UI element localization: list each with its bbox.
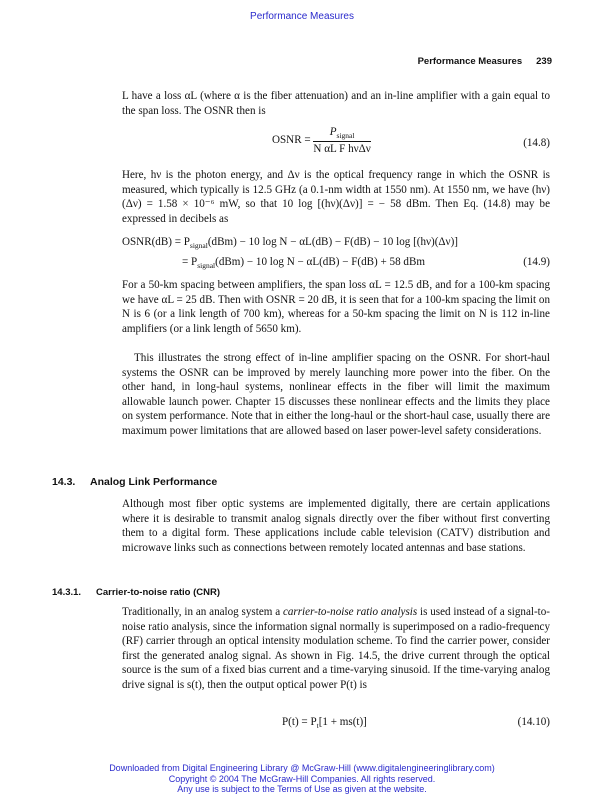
eq-14-10-sub: t	[316, 721, 319, 731]
eq-14-8-numerator-sub: signal	[336, 131, 355, 141]
eq-14-8-fraction	[313, 126, 370, 155]
eq-14-9-line-1-b: (dBm) − 10 log N − αL(dB) − F(dB) − 10 log [(hν)(Δν)]	[207, 236, 458, 248]
subsection-title: Carrier-to-noise ratio (CNR)	[96, 587, 221, 598]
paragraph-6-b: is used instead of a signal-to-noise ratio analysis, since the information signal normally is superimposed on a radio-frequency (RF) carrier through an optical intensity modulation scheme. To find the carrier power, consider first the generated analog signal. As shown in Fig. 14.5, the drive current through the optical source is the sum of a fixed bias current and a time-varying sinusoid. If the time-varying analog drive signal is s(t), then the output optical power P(t) is	[122, 606, 550, 691]
subsection-number: 14.3.1.	[52, 587, 82, 598]
paragraph-1-text: L have a loss αL (where α is the fiber attenuation) and an in-line amplifier with a gain equal to the span loss. The OSNR then is	[122, 90, 550, 117]
footer-line-2: Copyright © 2004 The McGraw-Hill Companies. All rights reserved.	[168, 773, 436, 784]
footer-line-3: Any use is subject to the Terms of Use as given at the website.	[177, 784, 427, 794]
equation-14-9-line-2	[182, 256, 425, 270]
paragraph-6-text	[122, 605, 550, 693]
footer	[0, 763, 604, 795]
eq-14-9-line-1-a: OSNR(dB) = P	[122, 236, 190, 248]
eq-14-8-lhs: OSNR =	[272, 134, 311, 147]
paragraph-3-text: For a 50-km spacing between amplifiers, the span loss αL = 12.5 dB, and for a 100-km spacing we have αL = 25 dB. Then with OSNR = 20 dB, it is seen that for a 100-km spacing the limit on N is 6 (or a link length of 700 km), whereas for a 50-km spacing the limit on N is 112 in-line amplifiers (or a link length of 5650 km).	[122, 279, 550, 335]
page-number: 239	[536, 56, 552, 67]
subsection-heading	[52, 587, 220, 598]
eq-14-9-number: (14.9)	[523, 256, 550, 268]
equation-14-8	[272, 126, 371, 155]
eq-14-8-denominator: N αL F hνΔν	[313, 143, 371, 156]
eq-14-9-line-1-sub: signal	[189, 241, 208, 251]
eq-14-10-lhs: P(t) = P	[282, 716, 317, 728]
paragraph-2	[122, 168, 550, 226]
running-head	[418, 56, 552, 67]
eq-14-8-number: (14.8)	[523, 137, 550, 149]
paragraph-1	[122, 89, 550, 118]
paragraph-4	[122, 351, 550, 439]
running-head-title: Performance Measures	[417, 56, 523, 67]
equation-14-9-line-1	[122, 236, 458, 250]
eq-14-9-line-2-sub: signal	[197, 261, 216, 271]
eq-14-9-line-2-b: (dBm) − 10 log N − αL(dB) − F(dB) + 58 dBm	[215, 256, 426, 268]
paragraph-6	[122, 605, 550, 693]
top-banner[interactable]: Performance Measures	[250, 11, 354, 22]
paragraph-3	[122, 278, 550, 336]
paragraph-6-a: Traditionally, in an analog system a	[122, 606, 283, 618]
equation-14-10	[282, 716, 367, 730]
eq-14-8-numerator: P	[329, 126, 337, 138]
paragraph-5-text: Although most fiber optic systems are implemented digitally, there are certain applications where it is desirable to transmit analog signals directly over the fiber without first converting them to a digital form. These applications include cable television (CATV) distribution and microwave links such as connections between remotely located antennas and base stations.	[122, 498, 550, 554]
section-number: 14.3.	[52, 476, 76, 488]
footer-line-1[interactable]: Downloaded from Digital Engineering Library @ McGraw-Hill (www.digitalengineeringlibrary.com)	[109, 763, 495, 773]
section-title: Analog Link Performance	[90, 476, 218, 488]
eq-14-10-rhs: [1 + ms(t)]	[318, 716, 367, 728]
section-heading	[52, 476, 217, 488]
paragraph-4-text: This illustrates the strong effect of in-line amplifier spacing on the OSNR. For short-haul systems the OSNR can be improved by merely launching more power into the fiber. On the other hand, in long-haul systems, nonlinear effects in the fiber will limit the maximum allowable launch power. Chapter 15 discusses these nonlinear effects and the limits they place on system performance. Note that in either the long-haul or the short-haul case, usually there are maximum power limitations that are allowed based on laser power-level safety considerations.	[122, 352, 550, 437]
eq-14-10-number: (14.10)	[517, 716, 550, 728]
paragraph-6-emphasis: carrier-to-noise ratio analysis	[282, 606, 418, 618]
eq-14-9-line-2-a: = P	[182, 256, 198, 268]
paragraph-2-text: Here, hν is the photon energy, and Δν is the optical frequency range in which the OSNR is measured, which typically is 12.5 GHz (a 0.1-nm width at 1550 nm). At 1550 nm, we have (hν)(Δν) = 1.58 × 10⁻⁶ mW, so that 10 log [(hν)(Δν)] = − 58 dBm. Then Eq. (14.8) may be expressed in decibels as	[122, 169, 550, 225]
paragraph-5	[122, 497, 550, 555]
